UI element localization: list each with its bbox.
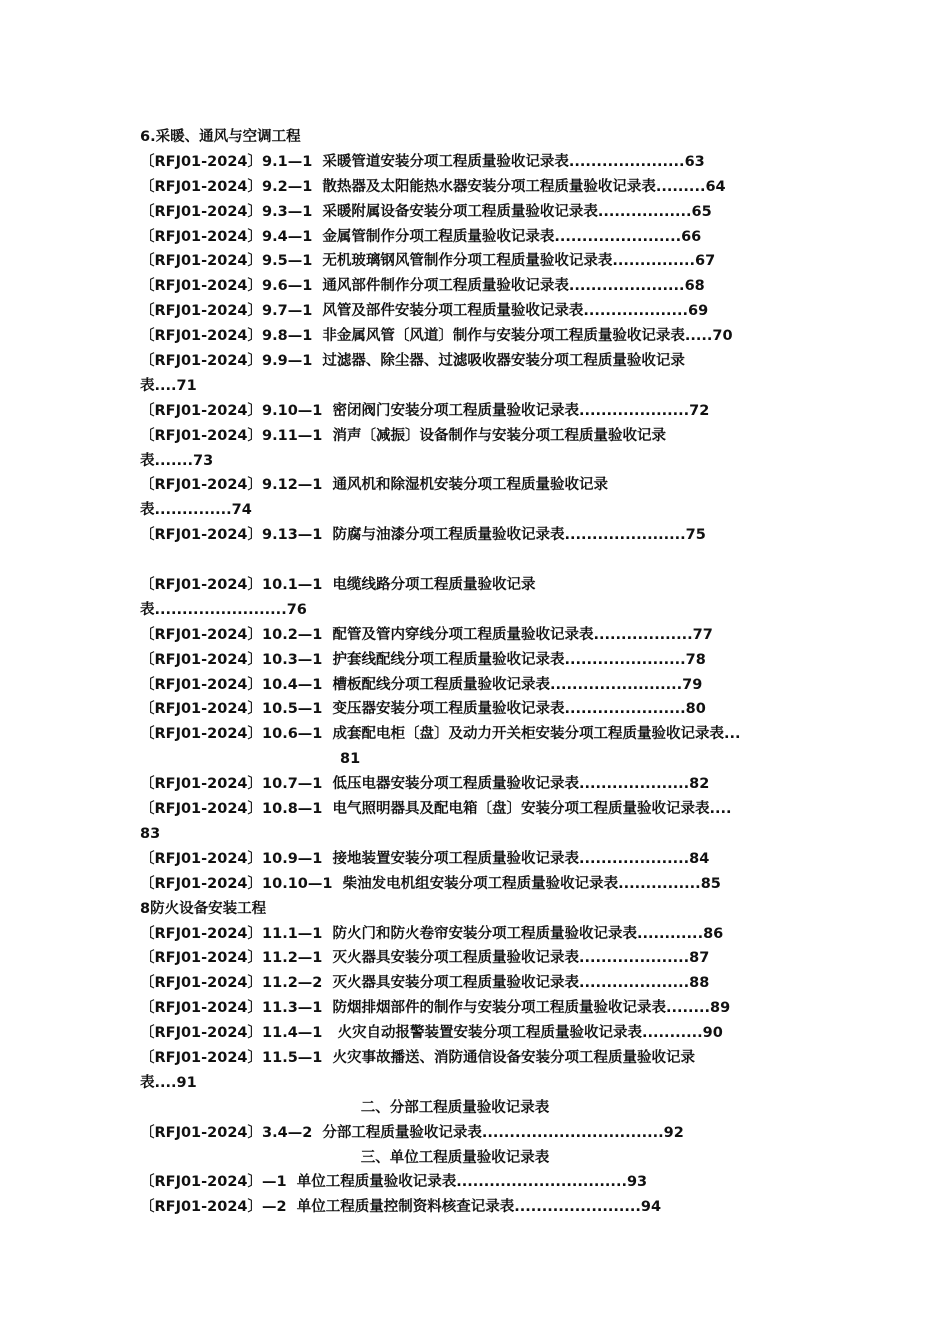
- toc-entry[interactable]: 〔RFJ01-2024〕9.5—1 无机玻璃钢风管制作分项工程质量验收记录表...............67: [140, 253, 716, 270]
- toc-entry[interactable]: 〔RFJ01-2024〕11.5—1 火灾事故播送、消防通信设备安装分项工程质量验收记录: [140, 1049, 695, 1066]
- section-heading-part2: 二、分部工程质量验收记录表: [360, 1099, 550, 1116]
- toc-entry[interactable]: 〔RFJ01-2024〕9.4—1 金属管制作分项工程质量验收记录表.......................66: [140, 228, 702, 245]
- toc-entry[interactable]: 〔RFJ01-2024〕9.13—1 防腐与油漆分项工程质量验收记录表......................75: [140, 527, 706, 544]
- toc-entry[interactable]: 〔RFJ01-2024〕9.10—1 密闭阀门安装分项工程质量验收记录表....................72: [140, 402, 710, 419]
- toc-entry-continuation[interactable]: 表..............74: [140, 502, 252, 519]
- toc-entry-continuation[interactable]: 81: [340, 751, 361, 768]
- toc-entry[interactable]: 〔RFJ01-2024〕9.7—1 风管及部件安装分项工程质量验收记录表...................69: [140, 303, 709, 320]
- toc-entry[interactable]: 〔RFJ01-2024〕11.3—1 防烟排烟部件的制作与安装分项工程质量验收记录表........89: [140, 1000, 731, 1017]
- toc-entry[interactable]: 〔RFJ01-2024〕10.7—1 低压电器安装分项工程质量验收记录表....................82: [140, 776, 710, 793]
- toc-entry[interactable]: 〔RFJ01-2024〕10.3—1 护套线配线分项工程质量验收记录表......................78: [140, 651, 706, 668]
- section-heading-part3: 三、单位工程质量验收记录表: [360, 1149, 550, 1166]
- toc-entry-continuation[interactable]: 表.......73: [140, 452, 214, 469]
- toc-entry[interactable]: 〔RFJ01-2024〕11.1—1 防火门和防火卷帘安装分项工程质量验收记录表............86: [140, 925, 724, 942]
- toc-entry[interactable]: 〔RFJ01-2024〕—1 单位工程质量验收记录表...............................93: [140, 1174, 648, 1191]
- toc-entry[interactable]: 〔RFJ01-2024〕10.9—1 接地装置安装分项工程质量验收记录表....................84: [140, 850, 710, 867]
- toc-entry[interactable]: 〔RFJ01-2024〕9.8—1 非金属风管〔风道〕制作与安装分项工程质量验收记录表.....70: [140, 328, 733, 345]
- toc-entry[interactable]: 〔RFJ01-2024〕10.1—1 电缆线路分项工程质量验收记录: [140, 577, 536, 594]
- toc-entry[interactable]: 〔RFJ01-2024〕10.2—1 配管及管内穿线分项工程质量验收记录表..................77: [140, 626, 713, 643]
- toc-entry[interactable]: 〔RFJ01-2024〕9.3—1 采暖附属设备安装分项工程质量验收记录表.................65: [140, 203, 712, 220]
- toc-entry[interactable]: 〔RFJ01-2024〕—2 单位工程质量控制资料核查记录表.......................94: [140, 1199, 662, 1216]
- toc-entry[interactable]: 〔RFJ01-2024〕3.4—2 分部工程质量验收记录表.................................92: [140, 1124, 684, 1141]
- toc-entry[interactable]: 〔RFJ01-2024〕9.12—1 通风机和除湿机安装分项工程质量验收记录: [140, 477, 608, 494]
- toc-entry[interactable]: 〔RFJ01-2024〕9.9—1 过滤器、除尘器、过滤吸收器安装分项工程质量验收记录: [140, 353, 685, 370]
- toc-entry[interactable]: 〔RFJ01-2024〕10.6—1 成套配电柜〔盘〕及动力开关柜安装分项工程质量验收记录表...: [140, 726, 741, 743]
- toc-entry[interactable]: 〔RFJ01-2024〕10.4—1 槽板配线分项工程质量验收记录表........................79: [140, 676, 703, 693]
- toc-entry[interactable]: 〔RFJ01-2024〕11.4—1 火灾自动报警装置安装分项工程质量验收记录表...........90: [140, 1025, 723, 1042]
- toc-entry-continuation[interactable]: 83: [140, 825, 161, 842]
- toc-entry[interactable]: 〔RFJ01-2024〕11.2—2 灭火器具安装分项工程质量验收记录表....................88: [140, 975, 710, 992]
- toc-entry[interactable]: 〔RFJ01-2024〕10.8—1 电气照明器具及配电箱〔盘〕安装分项工程质量验收记录表....: [140, 801, 732, 818]
- toc-entry-continuation[interactable]: 表....71: [140, 377, 197, 394]
- table-of-contents: [140, 125, 810, 1220]
- toc-entry[interactable]: 〔RFJ01-2024〕10.5—1 变压器安装分项工程质量验收记录表......................80: [140, 701, 706, 718]
- toc-entry[interactable]: 〔RFJ01-2024〕9.11—1 消声〔减振〕设备制作与安装分项工程质量验收记录: [140, 427, 666, 444]
- section-heading-hvac: 6.采暖、通风与空调工程: [140, 129, 301, 145]
- toc-entry[interactable]: 〔RFJ01-2024〕9.1—1 采暖管道安装分项工程质量验收记录表.....................63: [140, 153, 705, 170]
- toc-entry[interactable]: 〔RFJ01-2024〕10.10—1 柴油发电机组安装分项工程质量验收记录表...............85: [140, 875, 721, 892]
- toc-entry[interactable]: 〔RFJ01-2024〕9.6—1 通风部件制作分项工程质量验收记录表.....................68: [140, 278, 705, 295]
- section-heading-fire: 8防火设备安装工程: [140, 900, 267, 917]
- blank-line: [140, 548, 810, 573]
- toc-entry-continuation[interactable]: 表........................76: [140, 601, 307, 618]
- toc-entry[interactable]: 〔RFJ01-2024〕9.2—1 散热器及太阳能热水器安装分项工程质量验收记录表.........64: [140, 178, 726, 195]
- toc-entry-continuation[interactable]: 表....91: [140, 1074, 197, 1091]
- toc-entry[interactable]: 〔RFJ01-2024〕11.2—1 灭火器具安装分项工程质量验收记录表....................87: [140, 950, 710, 967]
